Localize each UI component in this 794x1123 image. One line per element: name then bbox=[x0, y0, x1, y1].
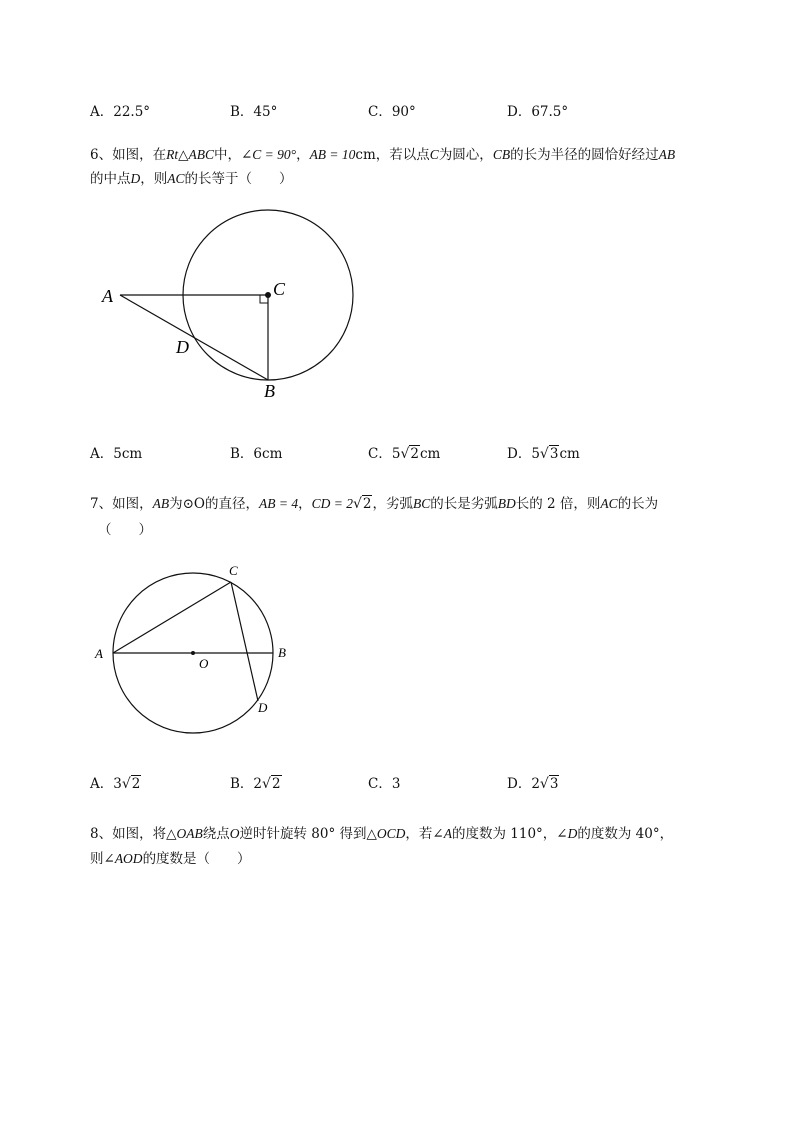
q7-option-b[interactable]: B．2√2 bbox=[230, 776, 281, 792]
q7-question-line2: （ ） bbox=[98, 522, 152, 538]
q7-label-b: B bbox=[278, 645, 286, 660]
q8-question-line1: 8、如图，将△OAB绕点O逆时针旋转 80° 得到△OCD，若∠A的度数为 110°，∠D的度数为 40°， bbox=[90, 826, 674, 842]
q6-label-a: A bbox=[102, 286, 113, 306]
q5-option-a[interactable]: A．22.5° bbox=[90, 104, 151, 120]
q6-label-d: D bbox=[176, 337, 189, 357]
q7-center-point bbox=[191, 651, 195, 655]
q6-options bbox=[90, 442, 710, 462]
q7-option-a[interactable]: A．3√2 bbox=[90, 776, 141, 792]
q6-segment-ab bbox=[120, 295, 268, 380]
q7-label-a: A bbox=[95, 646, 103, 661]
q6-label-c: C bbox=[273, 279, 286, 299]
q5-option-c[interactable]: C．90° bbox=[368, 104, 416, 120]
q5-option-d[interactable]: D．67.5° bbox=[507, 104, 569, 120]
q6-option-b[interactable]: B．6cm bbox=[230, 446, 283, 462]
q6-question-line2: 的中点D，则AC的长等于（ ） bbox=[90, 171, 293, 187]
q7-chord-cd bbox=[231, 582, 258, 701]
q5-option-b[interactable]: B．45° bbox=[230, 104, 278, 120]
q6-question-line1: 6、如图，在Rt△ABC中，∠C = 90°，AB = 10cm，若以点C为圆心，CB的长为半径的圆恰好经过AB bbox=[90, 147, 676, 163]
q7-chord-ac bbox=[113, 582, 231, 653]
q8-question-line2: 则∠AOD的度数是（ ） bbox=[90, 851, 251, 867]
q7-option-c[interactable]: C．3 bbox=[368, 776, 401, 792]
q6-option-c[interactable]: C．5√2cm bbox=[368, 446, 441, 462]
q7-question-line1: 7、如图，AB为⊙O的直径，AB = 4，CD = 2√2，劣弧BC的长是劣弧BD长的 2 倍，则AC的长为 bbox=[90, 496, 659, 512]
q5-options bbox=[90, 100, 710, 120]
q6-figure bbox=[95, 205, 375, 405]
q6-label-b: B bbox=[264, 381, 275, 401]
q7-label-o: O bbox=[199, 656, 209, 671]
q7-label-c: C bbox=[229, 563, 238, 578]
q7-options bbox=[90, 772, 710, 792]
q6-point-c bbox=[265, 292, 271, 298]
q6-option-d[interactable]: D．5√3cm bbox=[507, 446, 580, 462]
q6-option-a[interactable]: A．5cm bbox=[90, 446, 143, 462]
q7-option-d[interactable]: D．2√3 bbox=[507, 776, 559, 792]
q7-figure bbox=[90, 560, 300, 740]
q7-label-d: D bbox=[258, 700, 268, 715]
